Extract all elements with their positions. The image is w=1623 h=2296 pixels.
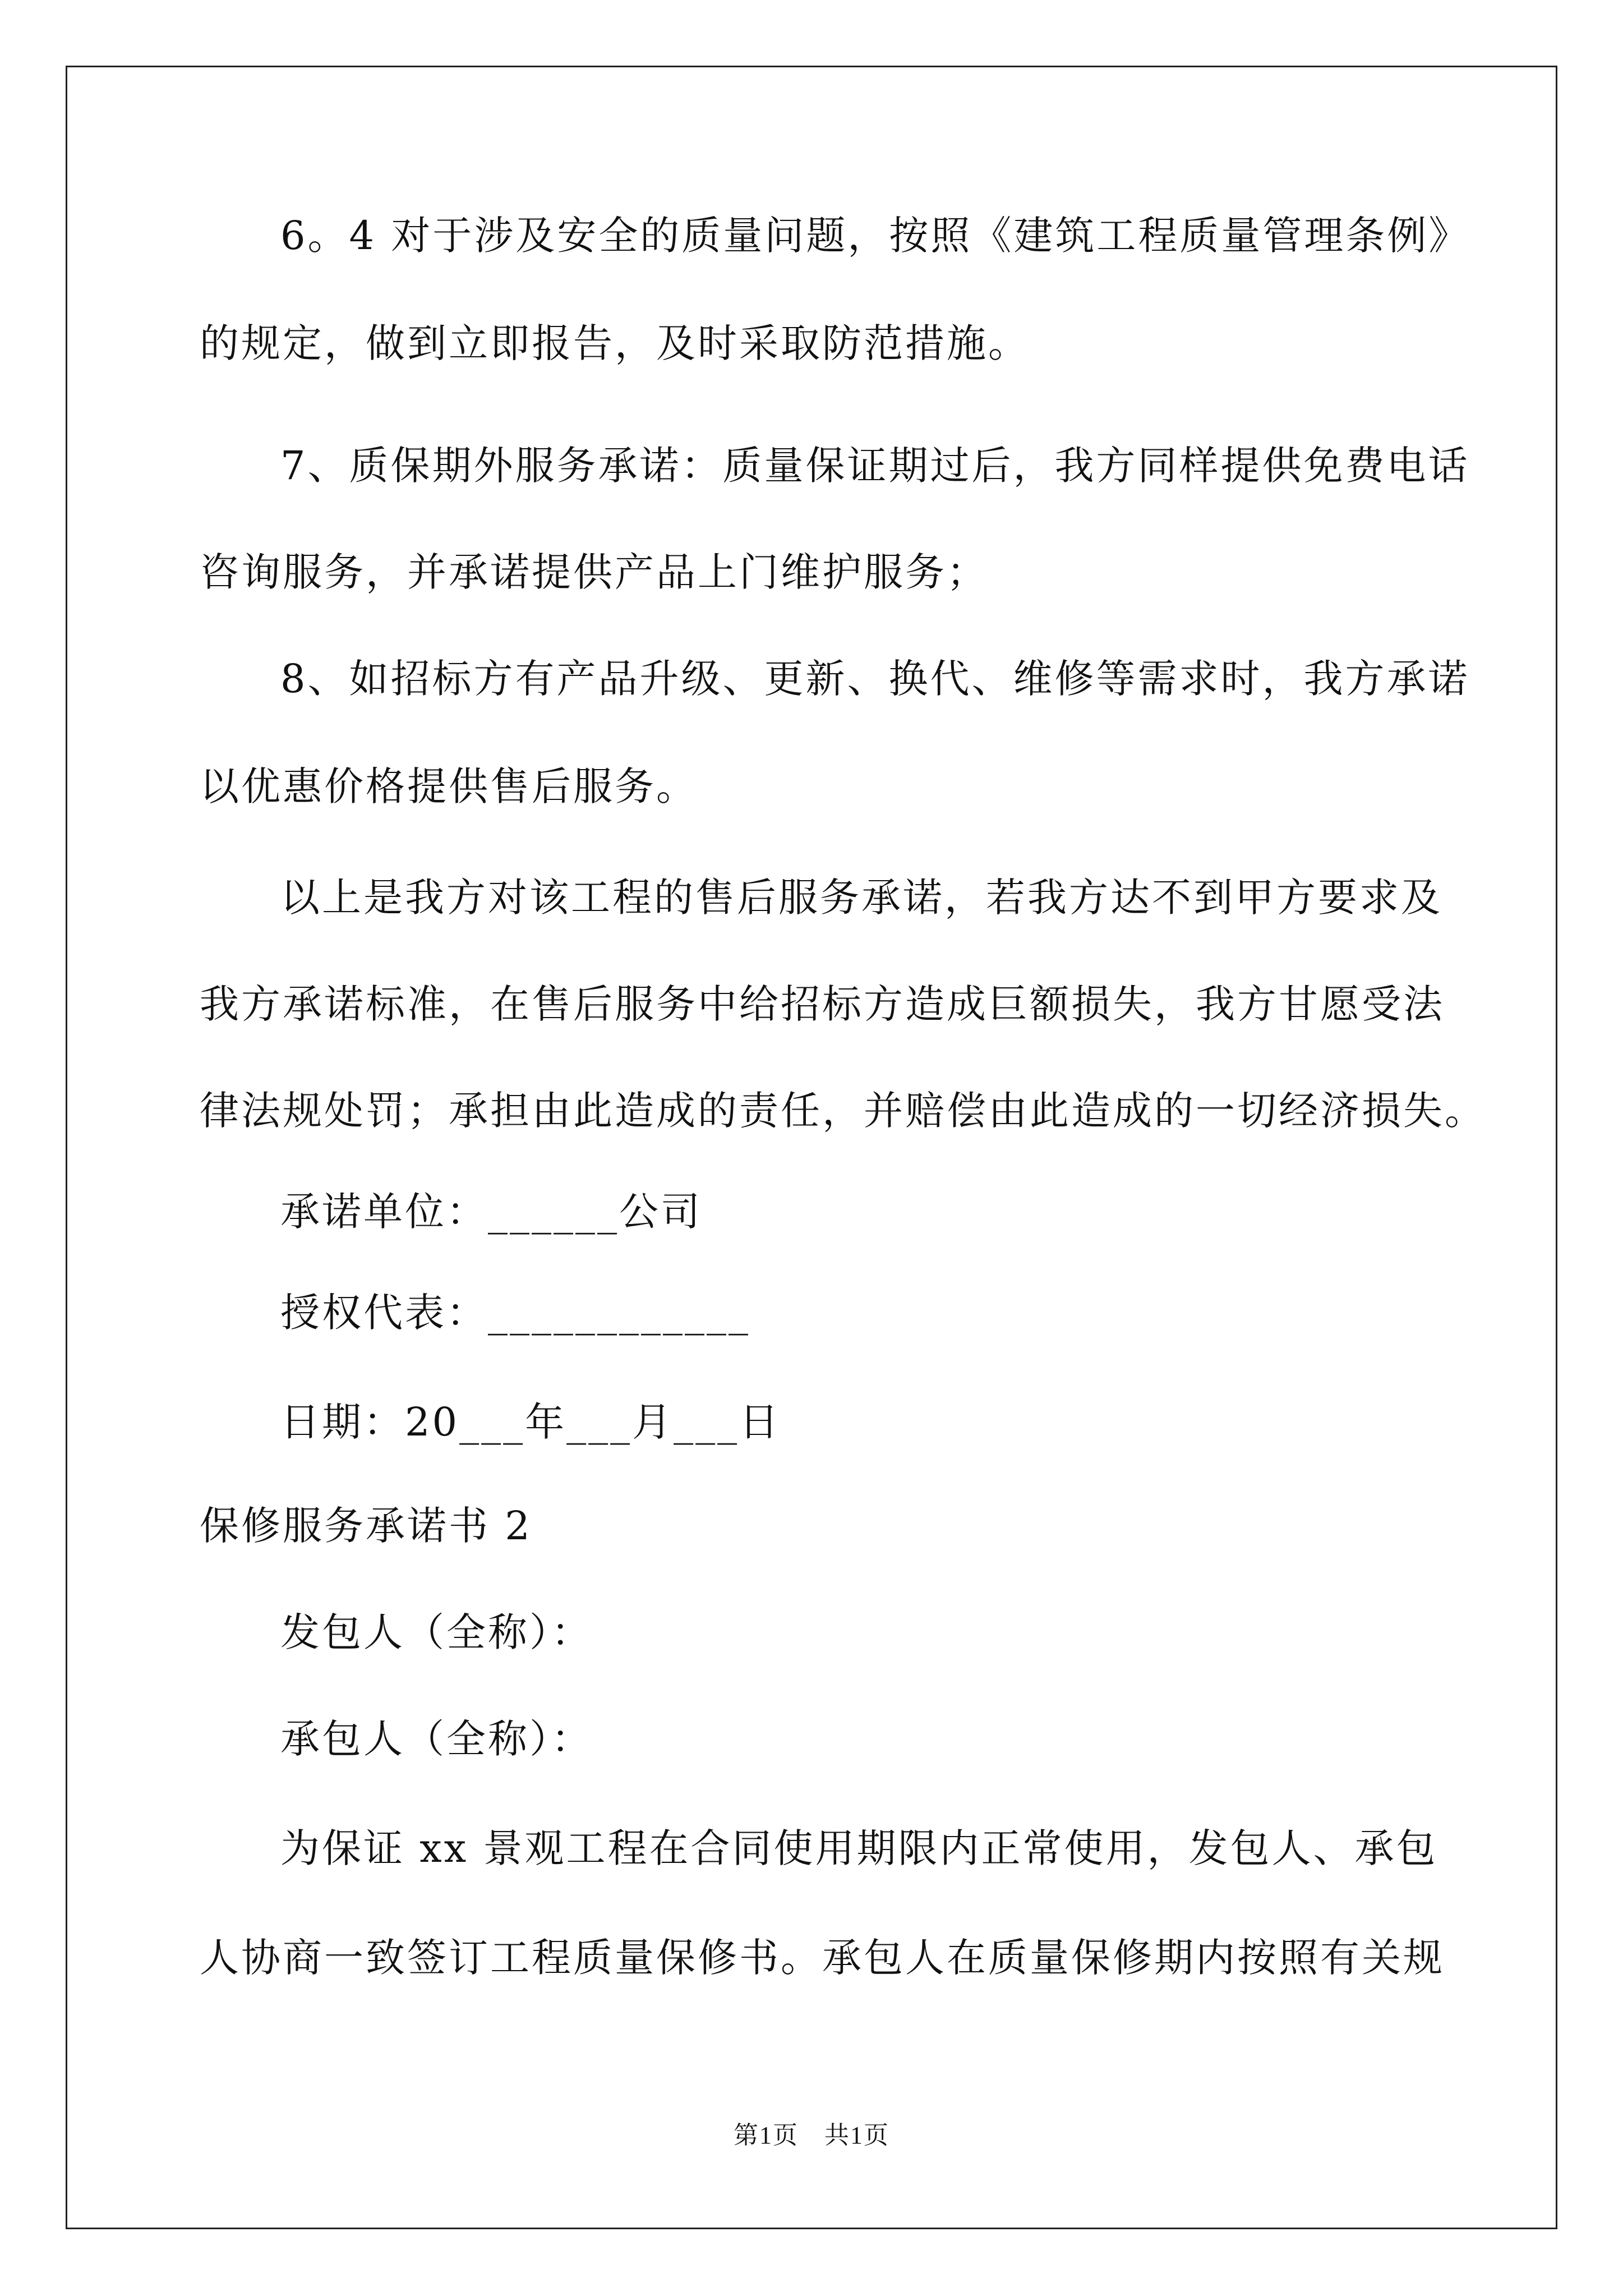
page-border [66,66,1557,2229]
paragraph-line: 8、如招标方有产品升级、更新、换代、维修等需求时，我方承诺 [280,656,1470,702]
paragraph-line: 为保证 xx 景观工程在合同使用期限内正常使用，发包人、承包 [280,1825,1438,1871]
paragraph-line: 我方承诺标准，在售后服务中给招标方造成巨额损失，我方甘愿受法 [200,981,1445,1027]
employer-line: 发包人（全称）： [280,1609,593,1655]
paragraph-line: 咨询服务，并承诺提供产品上门维护服务； [200,549,988,595]
paragraph-line: 人协商一致签订工程质量保修书。承包人在质量保修期内按照有关规 [200,1935,1445,1981]
page-footer: 第1页 共1页 [734,2122,889,2149]
authorized-rep-line: 授权代表：____________ [280,1290,750,1336]
paragraph-line: 6。4 对于涉及安全的质量问题，按照《建筑工程质量管理条例》 [280,213,1470,259]
paragraph-line: 以优惠价格提供售后服务。 [200,763,698,809]
paragraph-line: 律法规处罚；承担由此造成的责任，并赔偿由此造成的一切经济损失。 [200,1088,1486,1134]
section-heading: 保修服务承诺书 2 [200,1503,532,1549]
signature-unit-line: 承诺单位：______公司 [280,1189,702,1235]
paragraph-line: 7、质保期外服务承诺：质量保证期过后，我方同样提供免费电话 [280,443,1470,489]
paragraph-line: 以上是我方对该工程的售后服务承诺，若我方达不到甲方要求及 [280,875,1442,921]
contractor-line: 承包人（全称）： [280,1716,593,1762]
paragraph-line: 的规定，做到立即报告，及时采取防范措施。 [200,320,1030,366]
date-line: 日期：20___年___月___日 [280,1399,781,1445]
